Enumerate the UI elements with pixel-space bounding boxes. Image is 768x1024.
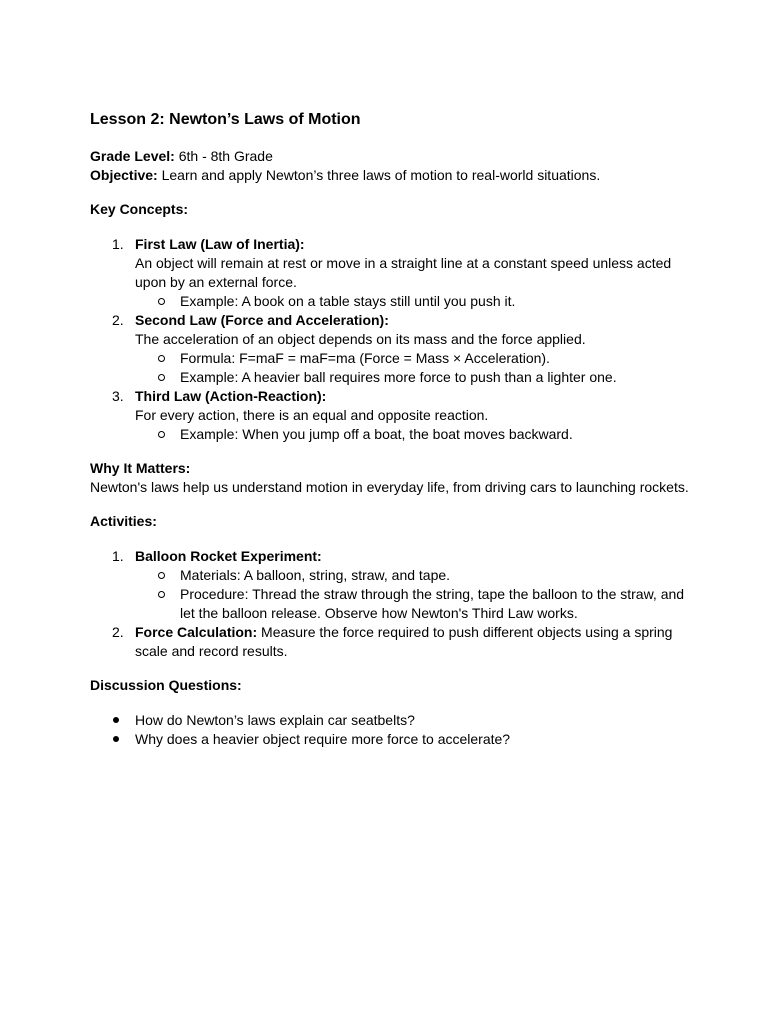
law-title: Third Law (Action-Reaction): [135,388,327,404]
sub-item-text: Formula: F=maF = maF=ma (Force = Mass × Acceleration). [180,350,550,366]
objective-value: Learn and apply Newton’s three laws of motion to real-world situations. [161,167,601,183]
law-item-second [90,311,690,387]
grade-level-line [90,147,690,166]
hollow-bullet-icon [158,355,165,362]
sub-list-item [135,349,690,368]
law-title: First Law (Law of Inertia): [135,236,305,252]
law-description: The acceleration of an object depends on its mass and the force applied. [135,331,586,347]
list-number: 3. [112,388,124,404]
discussion-item-text: How do Newton’s laws explain car seatbelts? [135,712,415,728]
sub-list-item [135,292,690,311]
sub-item-text: Example: A book on a table stays still until you push it. [180,293,516,309]
discussion-item [90,730,690,749]
list-number: 1. [112,548,124,564]
law-description: For every action, there is an equal and opposite reaction. [135,407,489,423]
sub-item-text: Example: When you jump off a boat, the boat moves backward. [180,426,573,442]
law-title: Second Law (Force and Acceleration): [135,312,389,328]
law-item-first [90,235,690,311]
hollow-bullet-icon [158,431,165,438]
bullet-icon [113,736,119,742]
activities-heading: Activities: [90,513,157,529]
sub-list [135,425,690,444]
list-number: 2. [112,312,124,328]
sub-list [135,349,690,387]
sub-list-item [135,425,690,444]
objective-line [90,166,690,185]
sub-list [135,566,690,623]
hollow-bullet-icon [158,572,165,579]
discussion-list [90,711,690,749]
grade-level-value: 6th - 8th Grade [178,148,273,164]
law-item-third [90,387,690,444]
key-concepts-list [90,235,690,444]
activity-title: Balloon Rocket Experiment: [135,548,322,564]
activities-list [90,547,690,661]
discussion-heading: Discussion Questions: [90,677,242,693]
discussion-item-text: Why does a heavier object require more force to accelerate? [135,731,511,747]
sub-list-item [135,585,690,623]
grade-level-label: Grade Level: [90,148,175,164]
sub-list [135,292,690,311]
sub-item-text: Materials: A balloon, string, straw, and tape. [180,567,451,583]
law-description: An object will remain at rest or move in a straight line at a constant speed unless acted upon by an external force. [135,255,672,290]
discussion-item [90,711,690,730]
hollow-bullet-icon [158,298,165,305]
key-concepts-heading: Key Concepts: [90,201,189,217]
sub-list-item [135,566,690,585]
sub-list-item [135,368,690,387]
sub-item-text: Example: A heavier ball requires more force to push than a lighter one. [180,369,617,385]
why-it-matters-text: Newton's laws help us understand motion in everyday life, from driving cars to launching rockets. [90,479,689,495]
why-it-matters-heading: Why It Matters: [90,460,191,476]
sub-item-text: Procedure: Thread the straw through the string, tape the balloon to the straw, and let the balloon release. Observe how Newton's Third Law works. [180,586,685,621]
objective-label: Objective: [90,167,158,183]
activity-text: Measure the force required to push different objects using a spring scale and record results. [135,624,673,659]
page-title: Lesson 2: Newton’s Laws of Motion [90,111,361,128]
activity-item-force [90,623,690,661]
bullet-icon [113,717,119,723]
lesson-content [90,110,690,749]
hollow-bullet-icon [158,374,165,381]
activity-item-balloon [90,547,690,623]
hollow-bullet-icon [158,591,165,598]
list-number: 2. [112,624,124,640]
activity-title: Force Calculation: [135,624,258,640]
list-number: 1. [112,236,124,252]
